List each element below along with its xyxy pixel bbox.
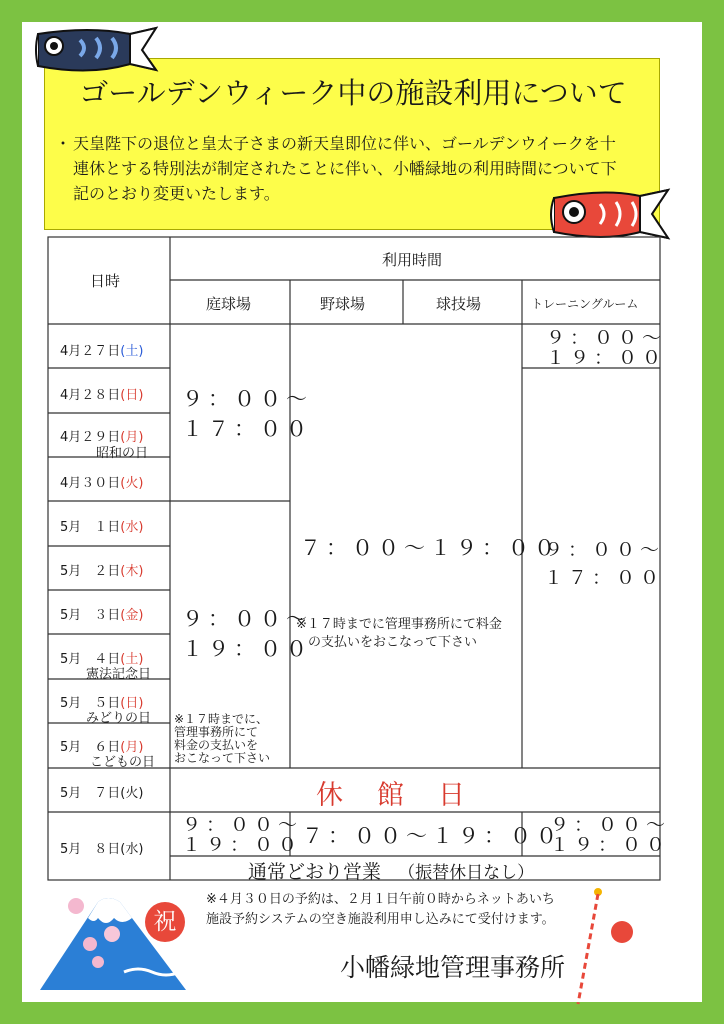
time-start: ９：００～	[544, 539, 665, 561]
celebration-character: 祝	[153, 909, 177, 935]
facility-baseball-header: 野球場	[320, 295, 366, 313]
date-label: 5月 ８日	[60, 842, 121, 857]
no-substitute-holiday-label: （振替休日なし）	[398, 863, 535, 883]
notice-line: 連休とする特別法が制定されたことに伴い、小幡緑地の利用時間について下	[73, 159, 617, 178]
note-line: おこなって下さい	[174, 751, 271, 765]
tennis-time-late	[182, 604, 312, 664]
date-row	[60, 472, 143, 491]
date-row	[60, 560, 143, 579]
date-label: 4月２７日	[60, 344, 121, 359]
facility-training-header: トレーニングルーム	[531, 297, 639, 311]
day-of-week: (金)	[120, 608, 144, 623]
note-line: 料金の支払いを	[174, 738, 259, 752]
day-of-week: (日)	[120, 696, 144, 711]
time-end: １７：００	[182, 417, 312, 441]
day-of-week: (火)	[120, 476, 144, 491]
page-title: ゴールデンウィーク中の施設利用について	[79, 76, 627, 110]
time-start: ９：００～	[182, 814, 303, 836]
date-row	[60, 782, 143, 801]
date-label: 5月 ６日	[60, 740, 121, 755]
flag-pole-icon	[560, 886, 640, 1006]
date-row	[60, 604, 143, 623]
note-line: ※１７時までに、	[174, 712, 269, 726]
closed-day-label: 休館日	[316, 780, 499, 811]
date-row	[60, 516, 143, 535]
note-line: 施設予約システムの空き施設利用申し込みにて受付けます。	[206, 912, 555, 927]
normal-business-label: 通常どおり営業	[248, 861, 382, 883]
date-label: 5月 ２日	[60, 564, 121, 579]
date-label: 5月 ７日	[60, 786, 121, 801]
normal-business-note	[248, 857, 534, 884]
day-of-week: (日)	[120, 388, 144, 403]
facility-tennis-header: 庭球場	[206, 295, 252, 313]
day-of-week: (水)	[120, 520, 144, 535]
note-line: ※１７時までに管理事務所にて料金	[296, 617, 502, 632]
holiday-name: 憲法記念日	[86, 667, 152, 682]
date-label: 4月３０日	[60, 476, 121, 491]
day-of-week: (水)	[120, 842, 144, 857]
holiday-name: 昭和の日	[96, 446, 149, 461]
note-line: の支払いをおこなって下さい	[308, 635, 478, 650]
baseball-ballfield-time: ７：００～１９：００	[300, 536, 560, 560]
holiday-name: みどりの日	[86, 711, 152, 726]
notice-line: 天皇陛下の退位と皇太子さまの新天皇即位に伴い、ゴールデンウイークを十	[73, 134, 616, 153]
day-of-week: (月)	[120, 740, 144, 755]
date-label: 4月２９日	[60, 430, 121, 445]
date-label: 5月 ３日	[60, 608, 121, 623]
time-end: １９：００	[182, 637, 312, 661]
note-line: ※４月３０日の予約は、２月１日午前０時からネットあいち	[206, 892, 555, 907]
holiday-name: こどもの日	[90, 755, 156, 770]
celebration-badge	[145, 902, 185, 942]
time-start: ９：００～	[546, 327, 667, 349]
date-label: 4月２８日	[60, 388, 121, 403]
day-of-week: (火)	[120, 786, 144, 801]
training-time-first	[546, 328, 666, 368]
date-label: 5月 ５日	[60, 696, 121, 711]
notice-bullet: ・	[55, 134, 72, 153]
facility-ballfield-header: 球技場	[436, 295, 482, 313]
time-end: １９：００	[546, 347, 667, 369]
reservation-note	[206, 890, 555, 930]
day-of-week: (土)	[120, 344, 144, 359]
time-start: ９：００～	[182, 387, 312, 411]
time-end: １９：００	[182, 834, 303, 856]
may8-tennis-time	[182, 815, 302, 855]
notice-line: 記のとおり変更いたします。	[73, 184, 280, 203]
date-label: 5月 １日	[60, 520, 121, 535]
mount-fuji-illustration-icon	[36, 880, 206, 992]
date-label: 5月 ４日	[60, 652, 121, 667]
date-row	[60, 384, 143, 403]
usage-time-header: 利用時間	[382, 251, 443, 269]
tennis-time-early	[182, 384, 312, 444]
note-line: 管理事務所にて	[174, 725, 259, 739]
date-row	[60, 340, 143, 359]
date-row	[60, 838, 143, 857]
day-of-week: (土)	[120, 652, 144, 667]
tennis-payment-note	[174, 713, 270, 765]
time-end: １９：００	[550, 834, 671, 856]
baseball-payment-note	[296, 616, 502, 652]
time-end: １７：００	[544, 567, 665, 589]
office-name: 小幡緑地管理事務所	[340, 953, 566, 982]
date-header: 日時	[90, 272, 121, 290]
day-of-week: (月)	[120, 430, 144, 445]
training-time-main	[544, 536, 664, 592]
may8-baseball-ballfield-time: ７：００～１９：００	[302, 824, 562, 848]
may8-training-time	[550, 815, 670, 855]
time-start: ９：００～	[550, 814, 671, 836]
time-start: ９：００～	[182, 607, 312, 631]
day-of-week: (木)	[120, 564, 144, 579]
